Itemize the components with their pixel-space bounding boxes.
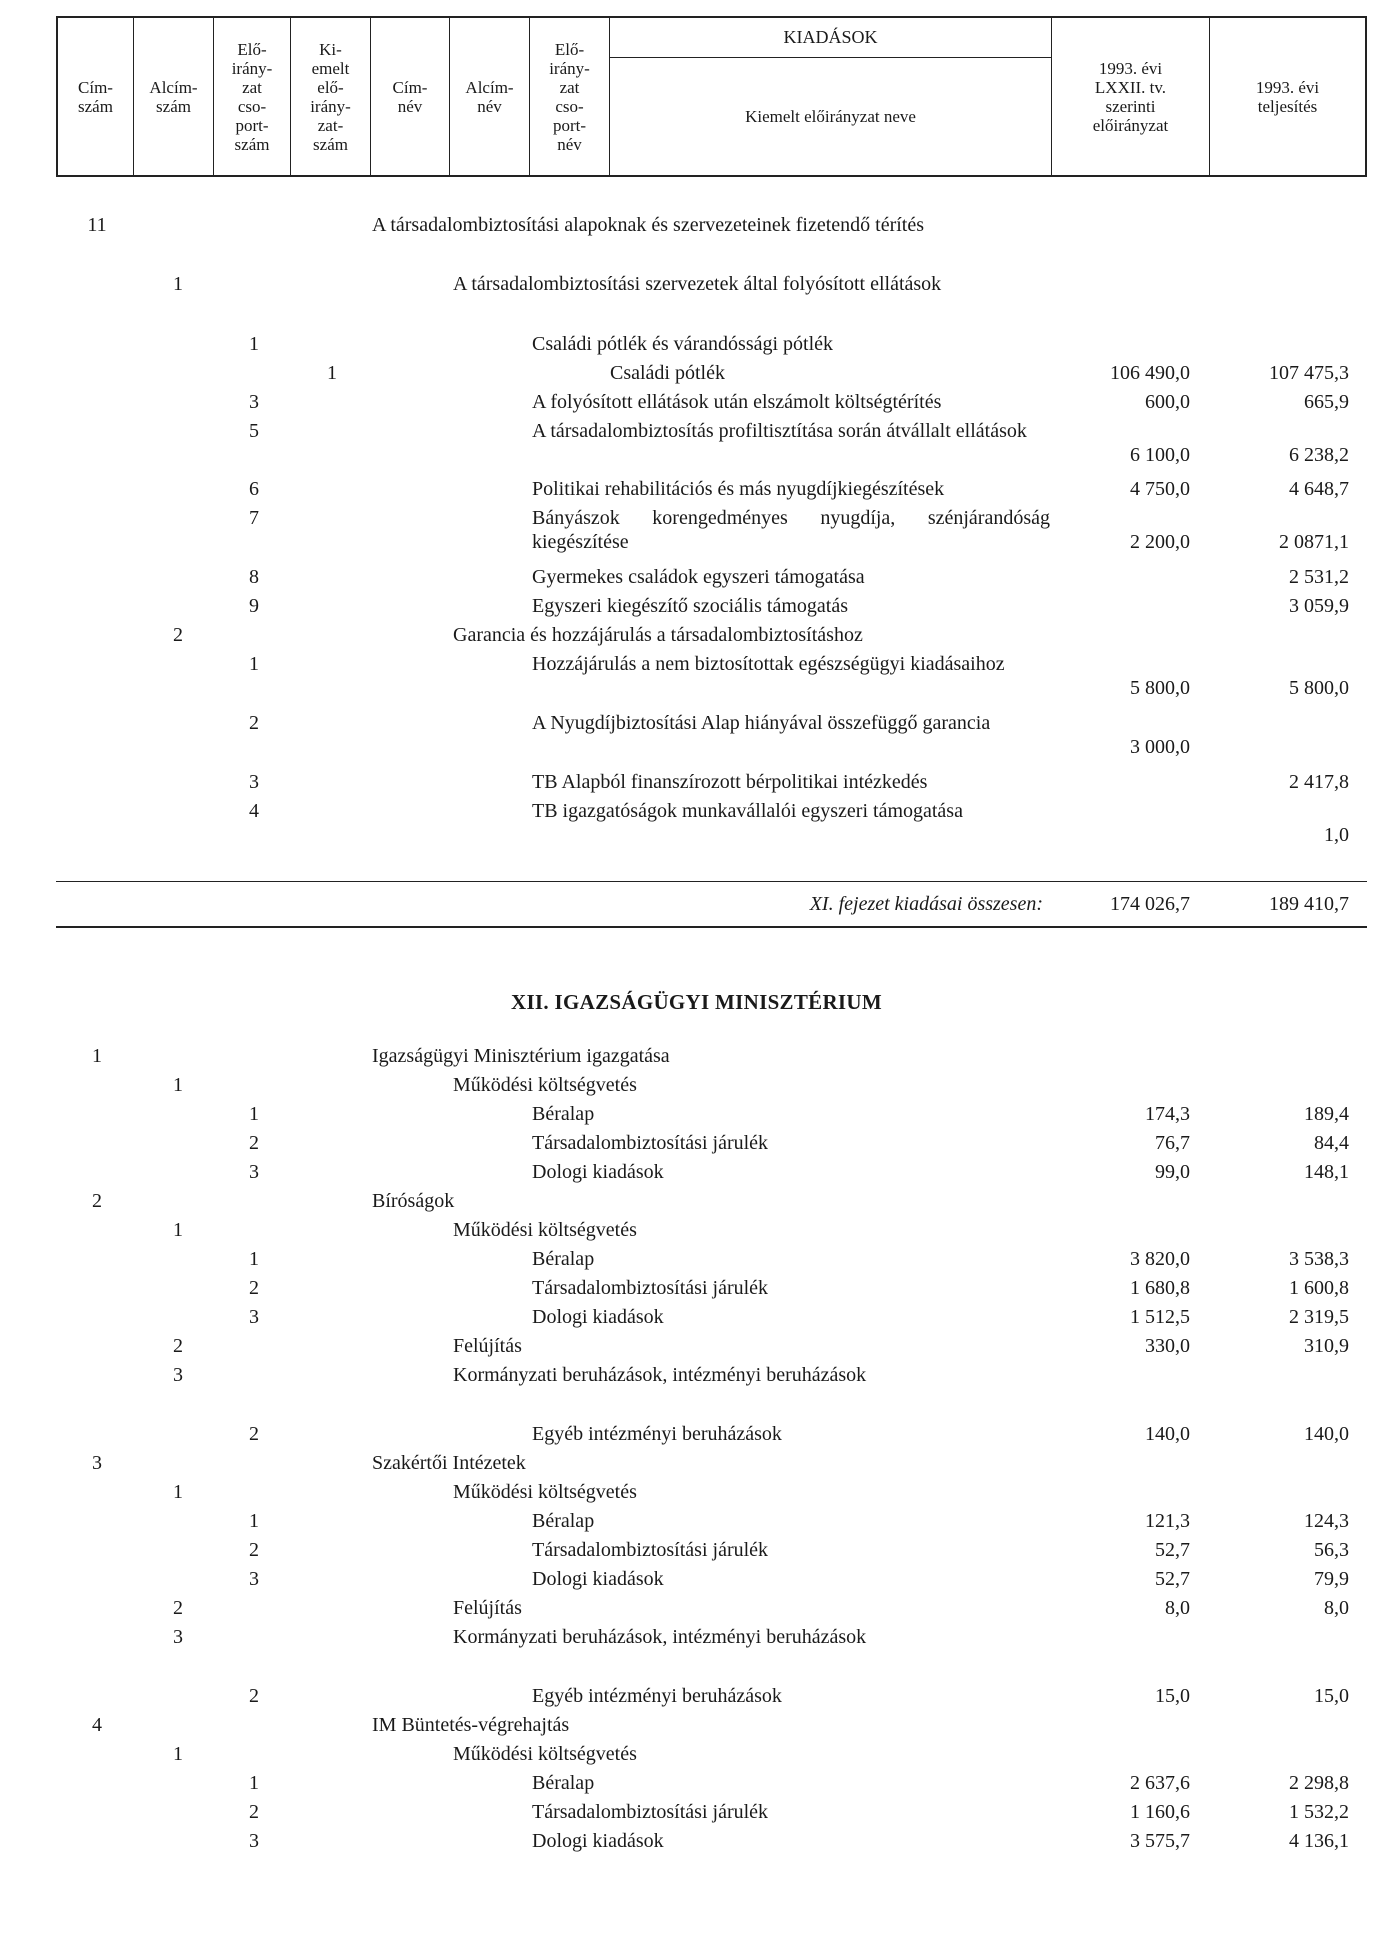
row-number: 2 (173, 1335, 183, 1357)
row-plan-value: 1 512,5 (1130, 1306, 1190, 1328)
row-plan-value: 5 800,0 (1130, 677, 1190, 699)
row-name: Politikai rehabilitációs és más nyugdíjkiegészítések (532, 478, 945, 500)
row-name: Dologi kiadások (532, 1306, 664, 1328)
table-header (56, 16, 1367, 177)
row-plan-value: 140,0 (1145, 1423, 1190, 1445)
row-number: 3 (249, 771, 259, 793)
row-name: Dologi kiadások (532, 1568, 664, 1590)
row-number: 9 (249, 595, 259, 617)
row-number: 3 (173, 1364, 183, 1386)
row-name: Garancia és hozzájárulás a társadalombiztosításhoz (453, 624, 863, 646)
row-plan-value: 3 575,7 (1130, 1830, 1190, 1852)
row-number: 2 (173, 1597, 183, 1619)
header-kiadasok: KIADÁSOK (610, 18, 1052, 58)
row-actual-value: 6 238,2 (1289, 444, 1349, 466)
row-number: 3 (173, 1626, 183, 1648)
row-number: 11 (87, 214, 107, 236)
row-name: Működési költségvetés (453, 1743, 637, 1765)
row-number: 4 (249, 800, 259, 822)
row-name: TB igazgatóságok munkavállalói egyszeri támogatása (532, 800, 963, 822)
row-number: 1 (249, 653, 259, 675)
row-number: 1 (249, 333, 259, 355)
row-number: 6 (249, 478, 259, 500)
row-name: Társadalombiztosítási járulék (532, 1801, 769, 1823)
row-actual-value: 8,0 (1324, 1597, 1349, 1619)
row-number: 1 (92, 1045, 102, 1067)
row-number: 1 (249, 1103, 259, 1125)
row-actual-value: 140,0 (1304, 1423, 1349, 1445)
row-actual-value: 79,9 (1314, 1568, 1349, 1590)
row-name: Családi pótlék és várandóssági pótlék (532, 333, 834, 355)
row-number: 1 (249, 1510, 259, 1532)
row-actual-value: 665,9 (1304, 391, 1349, 413)
row-name: Családi pótlék (610, 362, 725, 384)
row-plan-value: 3 820,0 (1130, 1248, 1190, 1270)
row-plan-value: 3 000,0 (1130, 736, 1190, 758)
chapter-total-plan: 174 026,7 (1110, 893, 1190, 915)
header-alcim-nev: Alcím- név (450, 18, 530, 175)
header-alcim-szam: Alcím- szám (134, 18, 214, 175)
row-plan-value: 52,7 (1155, 1568, 1190, 1590)
header-kiemelt-eloiranyzat-szam: Ki- emelt elő- irány- zat- szám (291, 18, 371, 175)
row-actual-value: 1,0 (1324, 824, 1349, 846)
row-number: 1 (173, 273, 183, 295)
row-name: Béralap (532, 1510, 595, 1532)
section-title: XII. IGAZSÁGÜGYI MINISZTÉRIUM (510, 990, 882, 1014)
row-number: 1 (173, 1743, 183, 1765)
row-actual-value: 2 319,5 (1289, 1306, 1349, 1328)
row-plan-value: 330,0 (1145, 1335, 1190, 1357)
row-number: 3 (92, 1452, 102, 1474)
row-number: 2 (92, 1190, 102, 1212)
row-number: 7 (249, 507, 259, 529)
chapter-end-rule (56, 926, 1367, 928)
row-name: A társadalombiztosítási szervezetek által folyósított ellátások (453, 273, 942, 295)
row-plan-value: 2 637,6 (1130, 1772, 1190, 1794)
row-name: Béralap (532, 1248, 595, 1270)
row-number: 2 (249, 1801, 259, 1823)
row-number: 1 (173, 1219, 183, 1241)
row-name: Igazságügyi Minisztérium igazgatása (372, 1045, 670, 1067)
row-name: Gyermekes családok egyszeri támogatása (532, 566, 865, 588)
row-actual-value: 2 531,2 (1289, 566, 1349, 588)
row-actual-value: 107 475,3 (1269, 362, 1349, 384)
row-number: 3 (249, 1306, 259, 1328)
row-actual-value: 84,4 (1314, 1132, 1349, 1154)
row-name: Egyéb intézményi beruházások (532, 1423, 782, 1445)
row-name: Dologi kiadások (532, 1161, 664, 1183)
row-plan-value: 174,3 (1145, 1103, 1190, 1125)
row-actual-value: 124,3 (1304, 1510, 1349, 1532)
row-number: 2 (249, 1685, 259, 1707)
row-name: Felújítás (453, 1597, 522, 1619)
row-number: 1 (173, 1481, 183, 1503)
row-name: A folyósított ellátások után elszámolt költségtérítés (532, 391, 942, 413)
header-cim-nev: Cím- név (371, 18, 450, 175)
row-plan-value: 2 200,0 (1130, 531, 1190, 553)
header-cim-szam: Cím- szám (58, 18, 134, 175)
row-plan-value: 121,3 (1145, 1510, 1190, 1532)
row-actual-value: 189,4 (1304, 1103, 1349, 1125)
row-name: Működési költségvetés (453, 1481, 637, 1503)
row-name: IM Büntetés-végrehajtás (372, 1714, 570, 1736)
row-number: 2 (173, 624, 183, 646)
row-name: Bíróságok (372, 1190, 455, 1212)
header-plan-column: 1993. évi LXXII. tv. szerinti előirányzat (1052, 18, 1210, 175)
row-name: A Nyugdíjbiztosítási Alap hiányával összefüggő garancia (532, 712, 991, 734)
row-actual-value: 2 0871,1 (1279, 531, 1349, 553)
row-number: 1 (249, 1248, 259, 1270)
row-actual-value: 4 648,7 (1289, 478, 1349, 500)
row-actual-value: 3 538,3 (1289, 1248, 1349, 1270)
row-plan-value: 6 100,0 (1130, 444, 1190, 466)
row-number: 8 (249, 566, 259, 588)
row-number: 2 (249, 712, 259, 734)
row-actual-value: 4 136,1 (1289, 1830, 1349, 1852)
chapter-total-actual: 189 410,7 (1269, 893, 1349, 915)
row-name: Szakértői Intézetek (372, 1452, 526, 1474)
row-actual-value: 56,3 (1314, 1539, 1349, 1561)
row-name: TB Alapból finanszírozott bérpolitikai intézkedés (532, 771, 928, 793)
row-name: A társadalombiztosítás profiltisztítása során átvállalt ellátások (532, 420, 1027, 442)
row-plan-value: 8,0 (1165, 1597, 1190, 1619)
row-name: Dologi kiadások (532, 1830, 664, 1852)
row-number: 2 (249, 1132, 259, 1154)
row-name: Egyéb intézményi beruházások (532, 1685, 782, 1707)
row-name: Béralap (532, 1103, 595, 1125)
row-number: 4 (92, 1714, 102, 1736)
row-actual-value: 2 298,8 (1289, 1772, 1349, 1794)
row-number: 1 (327, 362, 337, 384)
row-number: 3 (249, 391, 259, 413)
row-number: 1 (173, 1074, 183, 1096)
header-eloiranyzat-csoport-szam: Elő- irány- zat cso- port- szám (214, 18, 291, 175)
total-rule (56, 881, 1367, 882)
row-number: 5 (249, 420, 259, 442)
row-number: 3 (249, 1830, 259, 1852)
row-plan-value: 76,7 (1155, 1132, 1190, 1154)
row-plan-value: 4 750,0 (1130, 478, 1190, 500)
row-actual-value: 2 417,8 (1289, 771, 1349, 793)
row-name: Felújítás (453, 1335, 522, 1357)
row-actual-value: 1 600,8 (1289, 1277, 1349, 1299)
row-plan-value: 52,7 (1155, 1539, 1190, 1561)
chapter-total-label: XI. fejezet kiadásai összesen: (809, 893, 1043, 915)
row-plan-value: 99,0 (1155, 1161, 1190, 1183)
row-plan-value: 1 680,8 (1130, 1277, 1190, 1299)
row-plan-value: 15,0 (1155, 1685, 1190, 1707)
row-actual-value: 5 800,0 (1289, 677, 1349, 699)
row-name: Kormányzati beruházások, intézményi beruházások (453, 1364, 867, 1386)
row-actual-value: 148,1 (1304, 1161, 1349, 1183)
row-number: 3 (249, 1568, 259, 1590)
row-actual-value: 3 059,9 (1289, 595, 1349, 617)
row-name: Egyszeri kiegészítő szociális támogatás (532, 595, 849, 617)
row-plan-value: 600,0 (1145, 391, 1190, 413)
row-name: Bányászok korengedményes nyugdíja, szénjárandóság kiegészítése (532, 507, 1050, 553)
row-number: 2 (249, 1539, 259, 1561)
row-number: 3 (249, 1161, 259, 1183)
row-name: Hozzájárulás a nem biztosítottak egészségügyi kiadásaihoz (532, 653, 1005, 675)
row-name: Kormányzati beruházások, intézményi beruházások (453, 1626, 867, 1648)
row-name: A társadalombiztosítási alapoknak és szervezeteinek fizetendő térítés (372, 214, 925, 236)
header-kiemelt-nev: Kiemelt előirányzat neve (610, 58, 1052, 175)
row-name: Működési költségvetés (453, 1219, 637, 1241)
header-actual-column: 1993. évi teljesítés (1255, 77, 1320, 116)
row-name: Működési költségvetés (453, 1074, 637, 1096)
row-number: 2 (249, 1423, 259, 1445)
row-number: 1 (249, 1772, 259, 1794)
row-actual-value: 1 532,2 (1289, 1801, 1349, 1823)
row-name: Béralap (532, 1772, 595, 1794)
row-name: Társadalombiztosítási járulék (532, 1539, 769, 1561)
row-actual-value: 15,0 (1314, 1685, 1349, 1707)
row-name: Társadalombiztosítási járulék (532, 1132, 769, 1154)
row-number: 2 (249, 1277, 259, 1299)
row-plan-value: 1 160,6 (1130, 1801, 1190, 1823)
row-actual-value: 310,9 (1304, 1335, 1349, 1357)
row-name: Társadalombiztosítási járulék (532, 1277, 769, 1299)
header-eloiranyzat-csoport-nev: Elő- irány- zat cso- port- név (530, 18, 610, 175)
row-plan-value: 106 490,0 (1110, 362, 1190, 384)
